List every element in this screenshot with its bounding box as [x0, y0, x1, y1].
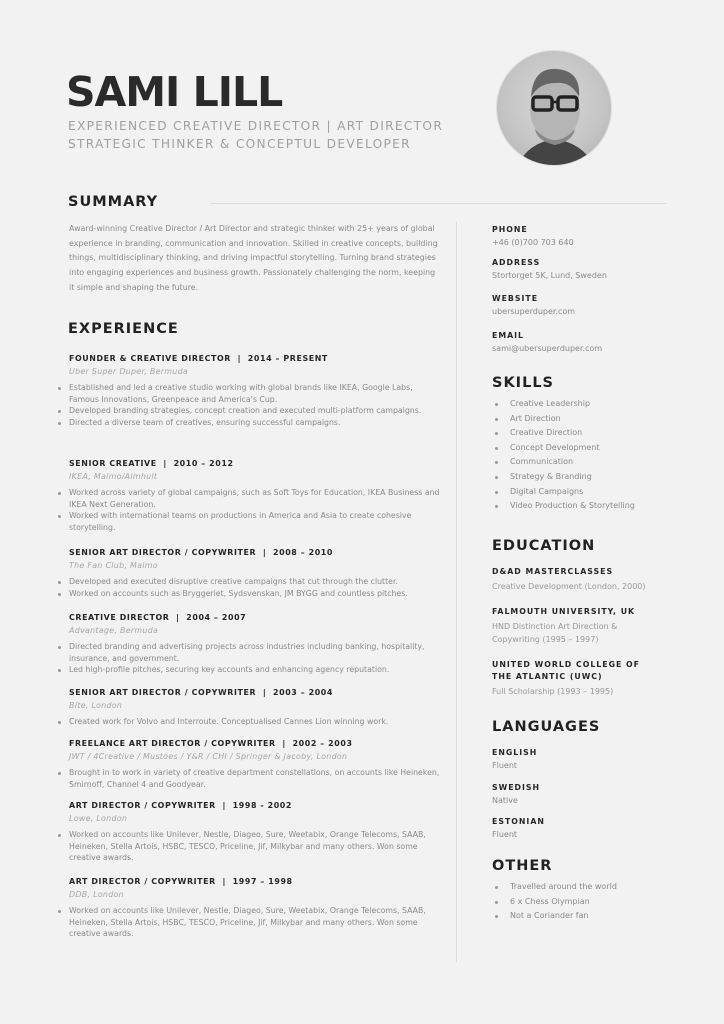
contact-label: ADDRESS — [492, 258, 541, 267]
job-company: Bite, London — [69, 701, 123, 710]
education-school: D&AD MASTERCLASSES — [492, 567, 614, 576]
job-bullets — [69, 829, 444, 864]
contact-label: WEBSITE — [492, 294, 539, 303]
job-bullet: Developed branding strategies, concept creation and executed multi-platform campaigns. — [69, 405, 444, 417]
skill-item: Creative Direction — [492, 426, 692, 441]
skill-item: Creative Leadership — [492, 397, 692, 412]
job-bullet: Directed branding and advertising projects across industries including banking, hospitality, insurance, and government. — [69, 641, 444, 664]
education-detail: HND Distinction Art Direction & Copywriting (1995 – 1997) — [492, 622, 618, 644]
job-bullets — [69, 716, 444, 728]
job-bullets — [69, 641, 444, 676]
language-name: ENGLISH — [492, 748, 538, 757]
job-title: SENIOR ART DIRECTOR / COPYWRITER | 2003 – 2004 — [69, 688, 333, 697]
job-company: Advantage, Bermuda — [69, 626, 159, 635]
contact-email — [492, 330, 692, 355]
job-bullet: Directed a diverse team of creatives, ensuring successful campaigns. — [69, 417, 444, 429]
language-entry — [492, 782, 692, 807]
job-entry — [69, 686, 444, 728]
job-bullet: Worked on accounts such as Bryggeriet, Sydsvenskan, JM BYGG and countless pitches. — [69, 588, 444, 600]
experience-heading: EXPERIENCE — [68, 321, 179, 337]
language-level: Native — [492, 796, 518, 805]
skill-item: Digital Campaigns — [492, 485, 692, 500]
contact-label: PHONE — [492, 225, 528, 234]
job-bullet: Led high-profile pitches, securing key accounts and enhancing agency reputation. — [69, 664, 444, 676]
job-bullet: Worked on accounts like Unilever, Nestle, Diageo, Sure, Weetabix, Orange Telecoms, SAAB, Heineken, Stella Artois, HSBC, TESCO, Priceline, Jif, Milkybar and many others. Won some creative awards. — [69, 829, 444, 864]
language-entry — [492, 816, 692, 841]
job-entry — [69, 799, 444, 864]
skill-item: Strategy & Branding — [492, 470, 692, 485]
job-title: SENIOR ART DIRECTOR / COPYWRITER | 2008 – 2010 — [69, 548, 333, 557]
divider — [210, 203, 666, 204]
job-bullets — [69, 382, 444, 428]
education-school: FALMOUTH UNIVERSITY, UK — [492, 607, 636, 616]
job-company: JWT / 4Creative / Mustoes / Y&R / CHI / Springer & Jacoby, London — [69, 752, 348, 761]
job-entry — [69, 352, 444, 428]
language-level: Fluent — [492, 830, 518, 839]
job-entry — [69, 737, 444, 790]
job-title: CREATIVE DIRECTOR | 2004 – 2007 — [69, 613, 247, 622]
contact-label: EMAIL — [492, 331, 524, 340]
job-company: The Fan Club, Malmo — [69, 561, 158, 570]
education-entry — [492, 659, 652, 698]
education-heading: EDUCATION — [492, 538, 596, 554]
job-company: Lowe, London — [69, 814, 128, 823]
language-name: SWEDISH — [492, 783, 541, 792]
job-title: SENIOR CREATIVE | 2010 – 2012 — [69, 459, 234, 468]
education-detail: Full Scholarship (1993 – 1995) — [492, 687, 614, 696]
job-title: FREELANCE ART DIRECTOR / COPYWRITER | 2002 – 2003 — [69, 739, 353, 748]
summary-text: Award-winning Creative Director / Art Director and strategic thinker with 25+ years of global experience in branding, communication and innovation. Skilled in creative concepts, building things, multidisciplinary thinking, and driving impactful storytelling. Turning brand strategies into engaging experiences and business growth. Passionately challenging the norm, keeping it simple and shaping the future. — [69, 224, 438, 292]
summary-heading: SUMMARY — [68, 194, 159, 210]
contact-website — [492, 293, 692, 318]
education-detail: Creative Development (London, 2000) — [492, 582, 646, 591]
job-bullet: Worked on accounts like Unilever, Nestle, Diageo, Sure, Weetabix, Orange Telecoms, SAAB, Heineken, Stella Artois, HSBC, TESCO, Priceline, Jif, Milkybar and many others. Won some creative awards. — [69, 905, 444, 940]
job-bullets — [69, 905, 444, 940]
job-entry — [69, 546, 444, 599]
education-school: UNITED WORLD COLLEGE OF THE ATLANTIC (UWC) — [492, 660, 640, 681]
job-bullets — [69, 576, 444, 599]
job-bullets — [69, 767, 444, 790]
job-title: ART DIRECTOR / COPYWRITER | 1997 – 1998 — [69, 877, 293, 886]
skill-item: Video Production & Storytelling — [492, 499, 692, 514]
subtitle-line-1: EXPERIENCED CREATIVE DIRECTOR | ART DIRECTOR — [68, 119, 444, 133]
job-bullet: Created work for Volvo and Interroute. Conceptualised Cannes Lion winning work. — [69, 716, 444, 728]
skill-item: Concept Development — [492, 441, 692, 456]
job-entry — [69, 611, 444, 676]
other-item: 6 x Chess Olympian — [492, 895, 692, 910]
education-entry — [492, 566, 652, 593]
languages-heading: LANGUAGES — [492, 719, 601, 735]
language-level: Fluent — [492, 761, 518, 770]
job-bullets — [69, 487, 444, 533]
contact-value: sami@ubersuperduper.com — [492, 344, 603, 353]
job-company: IKEA, Malmo/Almhult — [69, 472, 158, 481]
skill-item: Communication — [492, 455, 692, 470]
candidate-name: SAMI LILL — [66, 68, 283, 116]
job-company: Uber Super Duper, Bermuda — [69, 367, 189, 376]
job-title: ART DIRECTOR / COPYWRITER | 1998 - 2002 — [69, 801, 292, 810]
job-bullet: Brought in to work in variety of creative department constellations, on accounts like Heineken, Smirnoff, Channel 4 and Goodyear. — [69, 767, 444, 790]
contact-value: +46 (0)700 703 640 — [492, 238, 574, 247]
contact-value: Stortorget 5K, Lund, Sweden — [492, 271, 607, 280]
other-item: Not a Coriander fan — [492, 909, 692, 924]
skills-heading: SKILLS — [492, 375, 554, 391]
contact-phone — [492, 224, 692, 249]
language-entry — [492, 747, 692, 772]
other-item: Travelled around the world — [492, 880, 692, 895]
contact-value: ubersuperduper.com — [492, 307, 576, 316]
job-entry — [69, 457, 444, 533]
job-bullet: Established and led a creative studio working with global brands like IKEA, Google Labs, Famous Innovations, Greenpeace and America's Cup. — [69, 382, 444, 405]
language-name: ESTONIAN — [492, 817, 545, 826]
job-entry — [69, 875, 444, 940]
other-heading: OTHER — [492, 858, 553, 874]
contact-address — [492, 257, 692, 282]
job-bullet: Worked across variety of global campaigns, such as Soft Toys for Education, IKEA Business and IKEA Next Generation. — [69, 487, 444, 510]
job-bullet: Developed and executed disruptive creative campaigns that cut through the clutter. — [69, 576, 444, 588]
job-bullet: Worked with international teams on productions in America and Asia to create cohesive storytelling. — [69, 510, 444, 533]
skill-item: Art Direction — [492, 412, 692, 427]
profile-photo — [496, 50, 612, 166]
column-divider — [456, 222, 457, 962]
other-list — [492, 880, 692, 924]
education-entry — [492, 606, 652, 646]
subtitle-line-2: STRATEGIC THINKER & CONCEPTUL DEVELOPER — [68, 137, 411, 151]
job-company: DDB, London — [69, 890, 124, 899]
skills-list — [492, 397, 692, 514]
job-title: FOUNDER & CREATIVE DIRECTOR | 2014 – PRESENT — [69, 354, 328, 363]
